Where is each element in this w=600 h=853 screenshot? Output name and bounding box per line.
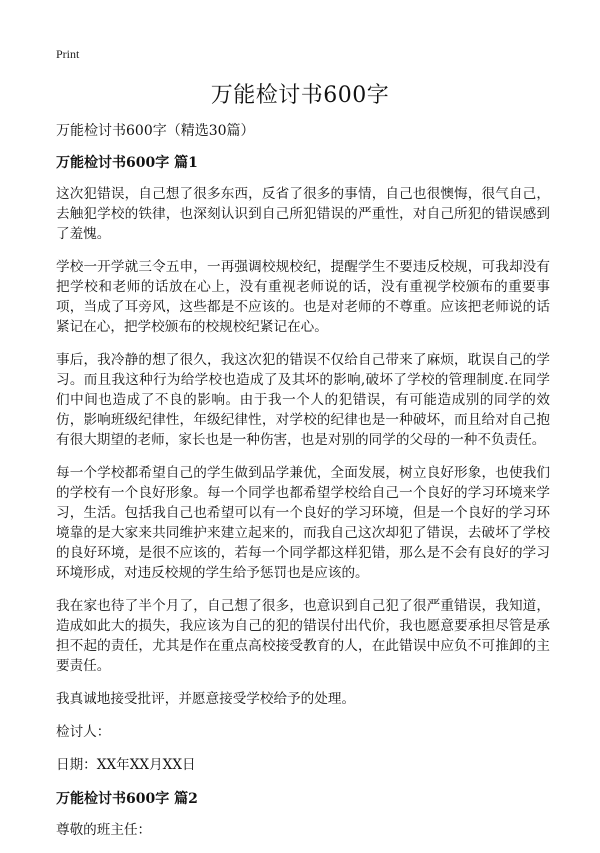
document-title: 万能检讨书600字 (210, 83, 390, 108)
section-2 (56, 788, 550, 840)
paragraph: 这次犯错误，自己想了很多东西，反省了很多的事情，自己也很懊悔，很气自己，去触犯学校的铁律，也深刻认识到自己所犯错误的严重性，对自己所犯的错误感到了羞愧。 (56, 186, 550, 242)
section-1 (56, 152, 550, 775)
signer-line: 检讨人： (56, 724, 111, 740)
section-heading: 万能检讨书600字 篇2 (56, 791, 198, 807)
document-body (56, 152, 550, 853)
document-subtitle: 万能检讨书600字（精选30篇） (56, 123, 255, 139)
date-line: 日期：XX年XX月XX日 (56, 757, 196, 773)
paragraph: 我真诚地接受批评，并愿意接受学校给予的处理。 (56, 691, 356, 707)
paragraph: 我在家也待了半个月了，自己想了很多，也意识到自己犯了很严重错误，我知道，造成如此大的损失，我应该为自己的犯的错误付出代价，我也愿意要承担尽管是承担不起的责任，尤其是作在重点高校接受教育的人，在此错误中应负不可推卸的主要责任。 (56, 598, 550, 674)
paragraph: 学校一开学就三令五申，一再强调校规校纪，提醒学生不要违反校规，可我却没有把学校和老师的话放在心上，没有重视老师说的话，没有重视学校颁布的重要事项，当成了耳旁风，这些都是不应该的。也是对老师的不尊重。应该把老师说的话紧记在心，把学校颁布的校规校纪紧记在心。 (56, 259, 550, 335)
salutation: 尊敬的班主任： (56, 822, 152, 838)
section-heading: 万能检讨书600字 篇1 (56, 155, 198, 171)
paragraph: 事后，我冷静的想了很久，我这次犯的错误不仅给自己带来了麻烦，耽误自己的学习。而且我这种行为给学校也造成了及其坏的影响,破坏了学校的管理制度.在同学们中间也造成了不良的影响。由于我一个人的犯错误，有可能造成别的同学的效仿，影响班级纪律性，年级纪律性，对学校的纪律也是一种破坏，而且给对自己抱有很大期望的老师，家长也是一种伤害，也是对别的同学的父母的一种不负责任。 (56, 352, 550, 448)
paragraph: 每一个学校都希望自己的学生做到品学兼优，全面发展，树立良好形象，也使我们的学校有一个良好形象。每一个同学也都希望学校给自己一个良好的学习环境来学习，生活。包括我自己也希望可以有一个良好的学习环境，但是一个良好的学习环境靠的是大家来共同维护来建立起来的，而我自己这次却犯了错误，去破坏了学校的良好环境，是很不应该的，若每一个同学都这样犯错，那么是不会有良好的学习环境形成，对违反校规的学生给予惩罚也是应该的。 (56, 465, 550, 581)
print-label: Print (56, 47, 80, 61)
